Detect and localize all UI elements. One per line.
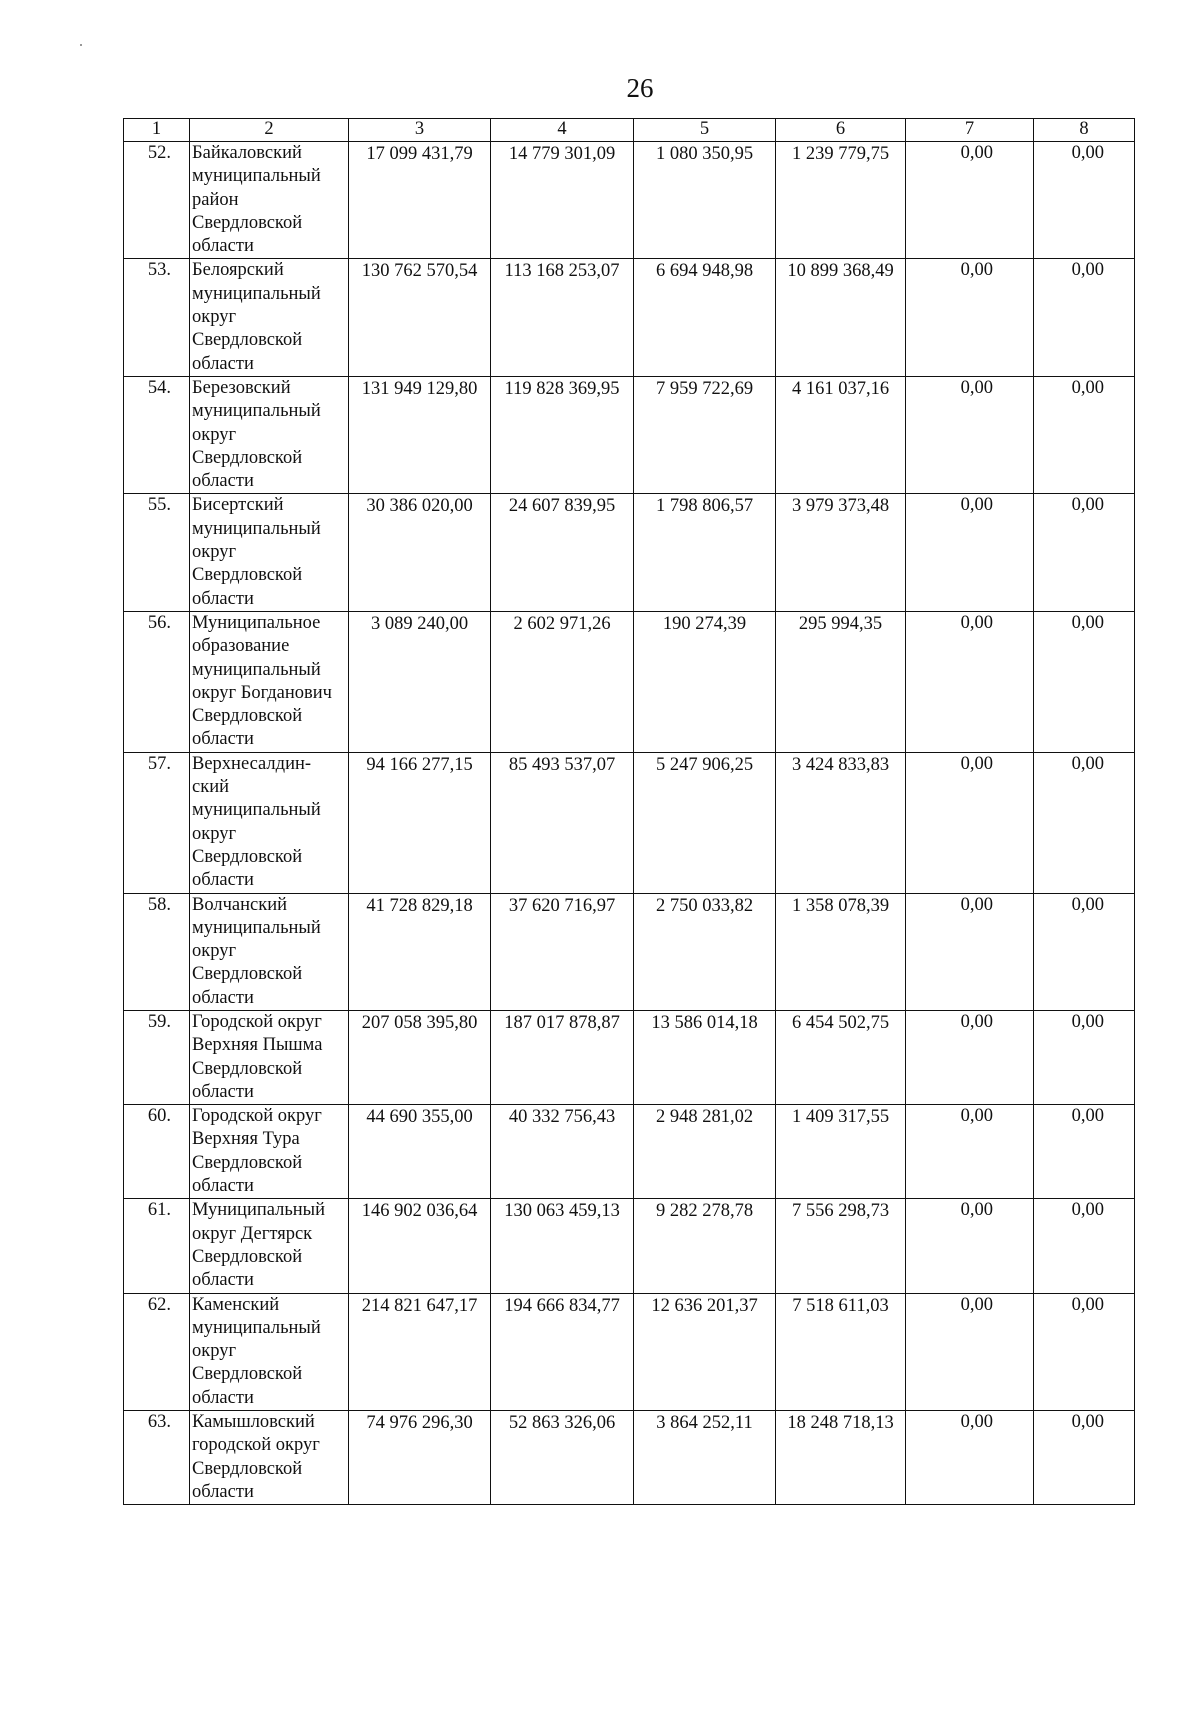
column-number-row (124, 119, 1135, 142)
value-col-3: 207 058 395,80 (349, 1010, 491, 1104)
row-number: 52. (124, 142, 190, 259)
municipality-name-line: Городской округ (192, 1106, 322, 1127)
municipality-name (190, 893, 349, 1010)
municipality-name-line: Свердловской (192, 964, 303, 985)
municipality-name-line: муниципальный (192, 917, 321, 938)
value-col-8: 0,00 (1034, 893, 1135, 1010)
municipality-name-line: городской округ (192, 1435, 320, 1456)
value-col-7: 0,00 (906, 611, 1034, 752)
value-col-5: 9 282 278,78 (634, 1199, 776, 1293)
value-col-3: 146 902 036,64 (349, 1199, 491, 1293)
municipality-name-line: муниципальный (192, 401, 321, 422)
municipality-name-line: Свердловской (192, 330, 303, 351)
municipality-name-line: Березовский (192, 377, 291, 398)
municipality-name-line: Каменский (192, 1294, 280, 1315)
value-col-4: 85 493 537,07 (491, 752, 634, 893)
municipality-name-line: области (192, 1270, 254, 1291)
table-row (124, 1293, 1135, 1410)
column-header: 7 (906, 119, 1034, 142)
value-col-8: 0,00 (1034, 1293, 1135, 1410)
municipality-name-line: Свердловской (192, 212, 303, 233)
municipality-name-line: Волчанский (192, 894, 287, 915)
row-number: 55. (124, 494, 190, 611)
value-col-6: 10 899 368,49 (776, 259, 906, 376)
row-number: 53. (124, 259, 190, 376)
municipality-name-line: области (192, 870, 254, 891)
value-col-5: 12 636 201,37 (634, 1293, 776, 1410)
column-header: 1 (124, 119, 190, 142)
value-col-7: 0,00 (906, 1293, 1034, 1410)
municipality-name-line: округ (192, 823, 237, 844)
value-col-4: 187 017 878,87 (491, 1010, 634, 1104)
value-col-4: 113 168 253,07 (491, 259, 634, 376)
value-col-6: 18 248 718,13 (776, 1411, 906, 1505)
municipality-name-line: Верхняя Пышма (192, 1035, 323, 1056)
municipality-name-line: Свердловской (192, 1152, 303, 1173)
municipality-name-line: округ Богданович (192, 682, 332, 703)
value-col-8: 0,00 (1034, 1105, 1135, 1199)
municipality-name (190, 1105, 349, 1199)
municipality-name-line: Верхняя Тура (192, 1129, 300, 1150)
value-col-3: 17 099 431,79 (349, 142, 491, 259)
municipality-name-line: Свердловской (192, 565, 303, 586)
value-col-6: 6 454 502,75 (776, 1010, 906, 1104)
municipality-name (190, 1199, 349, 1293)
municipality-name (190, 752, 349, 893)
value-col-7: 0,00 (906, 752, 1034, 893)
municipality-name-line: Байкаловский (192, 143, 302, 163)
value-col-7: 0,00 (906, 494, 1034, 611)
municipality-name-line: Белоярский (192, 260, 284, 281)
table-row (124, 1010, 1135, 1104)
value-col-6: 4 161 037,16 (776, 376, 906, 493)
value-col-5: 13 586 014,18 (634, 1010, 776, 1104)
row-number: 56. (124, 611, 190, 752)
municipality-name (190, 142, 349, 259)
value-col-5: 1 798 806,57 (634, 494, 776, 611)
municipality-name-line: округ (192, 941, 237, 962)
column-header: 4 (491, 119, 634, 142)
value-col-7: 0,00 (906, 893, 1034, 1010)
value-col-4: 52 863 326,06 (491, 1411, 634, 1505)
municipality-name-line: Свердловской (192, 447, 303, 468)
column-header: 5 (634, 119, 776, 142)
table-row (124, 259, 1135, 376)
value-col-3: 74 976 296,30 (349, 1411, 491, 1505)
table-row (124, 1199, 1135, 1293)
table-row (124, 752, 1135, 893)
column-header: 2 (190, 119, 349, 142)
table-row (124, 1105, 1135, 1199)
municipality-name-line: области (192, 353, 254, 374)
municipality-name-line: Свердловской (192, 1458, 303, 1479)
value-col-7: 0,00 (906, 1411, 1034, 1505)
column-header: 6 (776, 119, 906, 142)
municipality-name-line: Муниципальное (192, 612, 321, 633)
value-col-5: 2 948 281,02 (634, 1105, 776, 1199)
value-col-8: 0,00 (1034, 1010, 1135, 1104)
value-col-7: 0,00 (906, 376, 1034, 493)
row-number: 62. (124, 1293, 190, 1410)
page-number: 26 (626, 73, 654, 103)
value-col-8: 0,00 (1034, 611, 1135, 752)
table-row (124, 142, 1135, 259)
municipality-name-line: области (192, 987, 254, 1008)
value-col-5: 5 247 906,25 (634, 752, 776, 893)
value-col-5: 2 750 033,82 (634, 893, 776, 1010)
municipality-name-line: Верхнесалдин- (192, 753, 312, 774)
row-number: 57. (124, 752, 190, 893)
value-col-8: 0,00 (1034, 1199, 1135, 1293)
municipality-name-line: области (192, 1481, 254, 1502)
value-col-3: 44 690 355,00 (349, 1105, 491, 1199)
value-col-4: 130 063 459,13 (491, 1199, 634, 1293)
municipality-name (190, 494, 349, 611)
row-number: 54. (124, 376, 190, 493)
value-col-8: 0,00 (1034, 142, 1135, 259)
municipality-name (190, 376, 349, 493)
municipality-name-line: образование (192, 636, 290, 657)
row-number: 60. (124, 1105, 190, 1199)
municipality-name-line: Камышловский (192, 1412, 315, 1433)
municipality-name-line: области (192, 1387, 254, 1408)
municipality-name-line: округ (192, 542, 237, 563)
table-row (124, 611, 1135, 752)
value-col-3: 30 386 020,00 (349, 494, 491, 611)
value-col-7: 0,00 (906, 142, 1034, 259)
row-number: 63. (124, 1411, 190, 1505)
municipality-name-line: муниципальный (192, 166, 321, 187)
row-number: 58. (124, 893, 190, 1010)
municipality-name-line: округ Дегтярск (192, 1223, 313, 1244)
municipality-name-line: Городской округ (192, 1011, 322, 1032)
municipality-name-line: муниципальный (192, 800, 321, 821)
value-col-3: 3 089 240,00 (349, 611, 491, 752)
municipality-name-line: муниципальный (192, 1317, 321, 1338)
value-col-6: 1 358 078,39 (776, 893, 906, 1010)
municipality-name-line: Муниципальный (192, 1200, 326, 1221)
budget-table (123, 118, 1135, 1505)
municipality-name (190, 611, 349, 752)
column-header: 3 (349, 119, 491, 142)
value-col-6: 7 556 298,73 (776, 1199, 906, 1293)
value-col-7: 0,00 (906, 1010, 1034, 1104)
value-col-4: 14 779 301,09 (491, 142, 634, 259)
municipality-name (190, 1293, 349, 1410)
value-col-4: 194 666 834,77 (491, 1293, 634, 1410)
value-col-5: 7 959 722,69 (634, 376, 776, 493)
value-col-6: 3 424 833,83 (776, 752, 906, 893)
value-col-8: 0,00 (1034, 1411, 1135, 1505)
municipality-name-line: Свердловской (192, 1246, 303, 1267)
value-col-8: 0,00 (1034, 259, 1135, 376)
table-row (124, 494, 1135, 611)
municipality-name-line: ский (192, 777, 229, 798)
value-col-3: 130 762 570,54 (349, 259, 491, 376)
municipality-name-line: Свердловской (192, 706, 303, 727)
municipality-name-line: области (192, 729, 254, 750)
value-col-5: 190 274,39 (634, 611, 776, 752)
municipality-name-line: области (192, 236, 254, 257)
municipality-name-line: округ (192, 1341, 237, 1362)
value-col-4: 119 828 369,95 (491, 376, 634, 493)
value-col-6: 1 239 779,75 (776, 142, 906, 259)
municipality-name-line: муниципальный (192, 518, 321, 539)
municipality-name-line: области (192, 588, 254, 609)
value-col-5: 1 080 350,95 (634, 142, 776, 259)
municipality-name-line: области (192, 1081, 254, 1102)
value-col-7: 0,00 (906, 1199, 1034, 1293)
municipality-name-line: округ (192, 307, 237, 328)
table-row (124, 1411, 1135, 1505)
table-row (124, 376, 1135, 493)
value-col-8: 0,00 (1034, 376, 1135, 493)
value-col-8: 0,00 (1034, 494, 1135, 611)
municipality-name-line: муниципальный (192, 283, 321, 304)
value-col-4: 24 607 839,95 (491, 494, 634, 611)
municipality-name-line: округ (192, 424, 237, 445)
municipality-name-line: Свердловской (192, 1364, 303, 1385)
scan-speck (80, 44, 82, 46)
municipality-name-line: области (192, 1176, 254, 1197)
table-row (124, 893, 1135, 1010)
municipality-name-line: Свердловской (192, 1058, 303, 1079)
value-col-4: 2 602 971,26 (491, 611, 634, 752)
value-col-8: 0,00 (1034, 752, 1135, 893)
column-header: 8 (1034, 119, 1135, 142)
value-col-6: 3 979 373,48 (776, 494, 906, 611)
value-col-3: 131 949 129,80 (349, 376, 491, 493)
value-col-3: 41 728 829,18 (349, 893, 491, 1010)
value-col-3: 94 166 277,15 (349, 752, 491, 893)
value-col-5: 6 694 948,98 (634, 259, 776, 376)
value-col-4: 40 332 756,43 (491, 1105, 634, 1199)
row-number: 61. (124, 1199, 190, 1293)
municipality-name-line: Свердловской (192, 846, 303, 867)
municipality-name (190, 1411, 349, 1505)
municipality-name-line: Бисертский (192, 495, 284, 516)
value-col-6: 7 518 611,03 (776, 1293, 906, 1410)
value-col-5: 3 864 252,11 (634, 1411, 776, 1505)
value-col-7: 0,00 (906, 1105, 1034, 1199)
municipality-name (190, 1010, 349, 1104)
municipality-name-line: район (192, 189, 239, 210)
municipality-name-line: области (192, 471, 254, 492)
municipality-name (190, 259, 349, 376)
value-col-6: 1 409 317,55 (776, 1105, 906, 1199)
row-number: 59. (124, 1010, 190, 1104)
municipality-name-line: муниципальный (192, 659, 321, 680)
value-col-3: 214 821 647,17 (349, 1293, 491, 1410)
value-col-7: 0,00 (906, 259, 1034, 376)
value-col-4: 37 620 716,97 (491, 893, 634, 1010)
value-col-6: 295 994,35 (776, 611, 906, 752)
